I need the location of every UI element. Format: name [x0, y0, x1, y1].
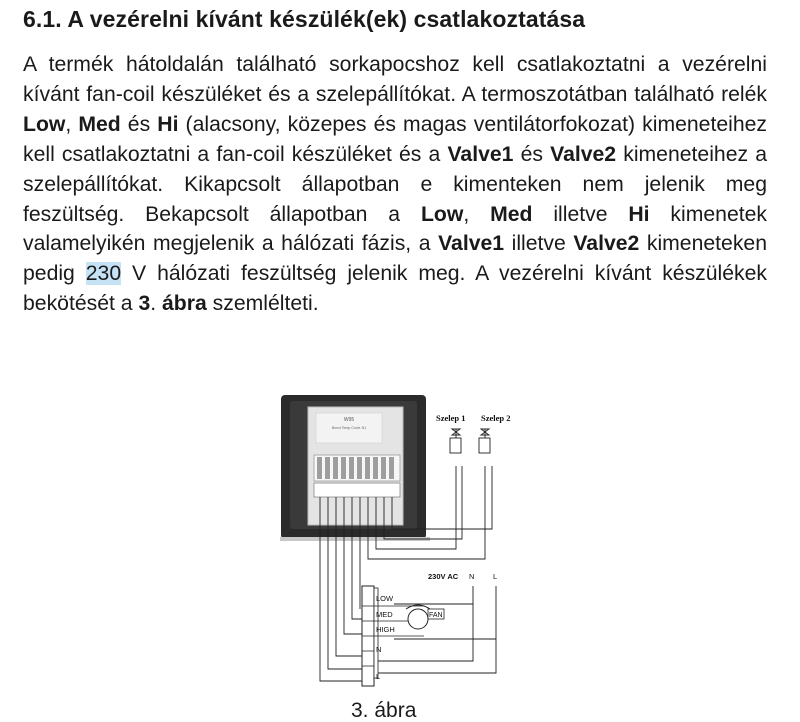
l-terminal-label: L — [376, 672, 381, 681]
thermostat-device — [280, 395, 430, 541]
valve2-label: Valve2 — [573, 232, 640, 256]
valve-1-label: Szelep 1 — [436, 413, 466, 423]
relay-med-label: Med — [490, 202, 533, 226]
wiring-diagram — [278, 389, 538, 695]
relay-med-label: Med — [78, 112, 121, 136]
text-run: kimeneteihez a szelepállítókat. Kikapcsolt állapotban e kimenteken nem jelenik meg feszültség. Bekapcsolt állapotban a — [23, 142, 767, 226]
text-run: (alacsony, közepes és magas ventilátorfokozat) kimeneteihez kell csatlakoztatni a fan-coil készüléket és a — [23, 112, 767, 166]
valve1-label: Valve1 — [438, 232, 505, 256]
text-run: . — [150, 292, 163, 316]
figure-ref-number: 3 — [138, 292, 151, 316]
med-terminal-label: MED — [376, 610, 393, 619]
valve1-label: Valve1 — [447, 142, 514, 166]
text-run: kimeneteken pedig — [23, 232, 767, 286]
fan-icon — [406, 605, 444, 629]
text-run: illetve — [532, 202, 629, 226]
highlighted-voltage: 230 — [85, 262, 122, 286]
high-terminal-label: HIGH — [376, 625, 395, 634]
relay-low-label: Low — [420, 202, 464, 226]
text-run: A termék hátoldalán található sorkapocshoz kell csatlakoztatni a vezérelni kívánt fan-coil készüléket és a szelepállítókat. A termoszotátban található relék — [23, 53, 767, 106]
text-run: illetve — [504, 232, 574, 256]
fan-coil-terminals — [362, 586, 424, 686]
figure-caption: 3. ábra — [351, 699, 417, 722]
device-model-text: W95 — [343, 417, 355, 423]
line-label: L — [493, 572, 498, 581]
valve2-label: Valve2 — [550, 142, 617, 166]
fan-label: FAN — [429, 612, 443, 619]
figure-ref-word: ábra — [162, 292, 207, 316]
relay-hi-label: Hi — [628, 202, 650, 226]
valve-2 — [479, 413, 511, 453]
body-paragraph — [23, 50, 767, 319]
text-run: , — [65, 112, 79, 136]
text-run: , — [463, 202, 491, 226]
low-terminal-label: LOW — [376, 594, 394, 603]
text-run: szemlélteti. — [206, 292, 319, 316]
valve-1 — [436, 413, 466, 453]
n-terminal-label: N — [376, 645, 382, 654]
relay-low-label: Low — [23, 112, 66, 136]
section-title: 6.1. A vezérelni kívánt készülék(ek) csatlakoztatása — [23, 6, 586, 32]
text-run: és — [513, 142, 551, 166]
supply-label: 230V AC — [428, 572, 459, 581]
device-spec-text: Bonvt Temp Contr. N1 — [331, 426, 367, 430]
text-run: V hálózati feszültség jelenik meg. A vezérelni kívánt készülékek bekötését a — [23, 262, 768, 316]
valve-2-label: Szelep 2 — [481, 413, 511, 423]
neutral-label: N — [469, 572, 475, 581]
relay-hi-label: Hi — [157, 112, 179, 136]
text-run: kimenetek valamelyikén megjelenik a hálózati fázis, a — [23, 202, 767, 256]
text-run: és — [120, 112, 158, 136]
